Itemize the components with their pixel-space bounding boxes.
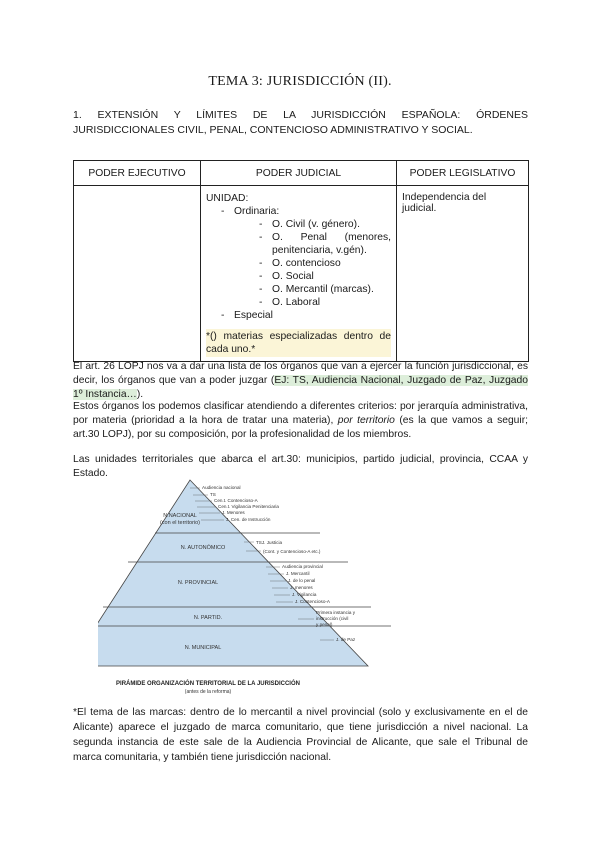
header-poder-legislativo: PODER LEGISLATIVO [397, 161, 529, 186]
level-provincial: N. PROVINCIAL [177, 580, 219, 586]
annotation-nacional: Cen.t. Contencioso-A [214, 498, 258, 503]
materias-note: *() materias especializadas dentro de cada uno.* [206, 331, 391, 355]
level-partido: N. PARTID. [193, 615, 223, 621]
section-heading: 1. EXTENSIÓN Y LÍMITES DE LA JURISDICCIÓN ESPAÑOLA: ÓRDENES JURISDICCIONALES CIVIL, PENAL, CONTENCIOSO ADMINISTRATIVO Y SOCIAL. [73, 109, 528, 136]
annotation-nacional: J. Cen. de Instrucción [226, 517, 271, 522]
annotation-autonomico: (Cont. y Contencioso-A etc.) [263, 549, 321, 554]
paragraph-criterios [73, 400, 528, 442]
paragraph-criterios-start: Estos órganos los podemos clasificar atendiendo a diferentes criterios: por jerarquía administrativa, por materia (prioridad a la hora de tratar una materia), [73, 401, 528, 426]
annotation-provincial: J. Mercantil [286, 571, 310, 576]
por-territorio-emphasis: por territorio [337, 415, 395, 426]
organs-example-highlight: EJ: TS, Audiencia Nacional, Juzgado de Paz, Juzgado 1º Instancia… [73, 375, 528, 400]
cell-legislativo [397, 186, 529, 362]
annotation-nacional: J. Menores [222, 510, 245, 515]
pyramid-subcaption: (antes de la reforma) [184, 689, 232, 695]
annotation-partido: instrucción (civil [316, 616, 349, 621]
annotation-partido: Primera instancia y [316, 610, 356, 615]
list-item: - O. Civil (v. género). [254, 218, 391, 231]
list-item: - O. Social [254, 270, 391, 283]
especial-item [216, 309, 391, 322]
paragraph-unidades: Las unidades territoriales que abarca el art.30: municipios, partido judicial, provincia, CCAA y Estado. [73, 454, 528, 479]
paragraph-art26 [73, 360, 528, 402]
paragraph-art26-end: ). [136, 389, 144, 400]
powers-table [73, 160, 529, 362]
especial-label: Especial [234, 310, 273, 321]
paragraph-marcas: *El tema de las marcas: dentro de lo mercantil a nivel provincial (solo y exclusivamente en el de Alicante) aparece el juzgado de marca comunitario, que tiene jurisdicción a nivel nacional. La segunda instancia de este sale de la Audiencia Provincial de Alicante, que sale el Tribunal de marca comunitaria, y también tiene jurisdicción nacional. [73, 707, 528, 763]
paragraph-art26-start: El art. 26 LOPJ nos va a dar una lista de los órganos que van a ejercer la función jurisdiccional, es decir, los órganos que van a poder juzgar ( [73, 361, 528, 386]
annotation-municipal: J. de Paz [336, 637, 356, 642]
annotation-nacional: TS [210, 492, 216, 497]
annotation-provincial: J. menores [290, 585, 313, 590]
cell-judicial [201, 186, 397, 362]
ordinaria-sublist [254, 218, 391, 309]
list-item: - O. Mercantil (marcas). [254, 283, 391, 296]
legislativo-text: Independencia del judicial. [402, 192, 487, 214]
table-header-row [74, 161, 529, 186]
paragraph-criterios-end: (es la que vamos a seguir; art.30 LOPJ), por su composición, por la profesionalidad de los miembros. [73, 415, 528, 440]
annotation-provincial: J. de lo penal [288, 578, 316, 583]
ordinaria-label: Ordinaria: [234, 206, 280, 217]
list-item: - O. contencioso [254, 257, 391, 270]
table-body-row [74, 186, 529, 362]
annotation-nacional: Cen.t. Vigilancia Penitenciaria [218, 504, 279, 509]
page-title: TEMA 3: JURISDICCIÓN (II). [208, 74, 392, 89]
cell-ejecutivo [74, 186, 201, 362]
annotation-provincial: J. Contencioso-A [295, 599, 330, 604]
annotation-provincial: Audiencia provincial [282, 564, 323, 569]
pyramid-caption: PIRÁMIDE ORGANIZACIÓN TERRITORIAL DE LA JURISDICCIÓN [116, 681, 300, 687]
header-poder-judicial: PODER JUDICIAL [201, 161, 397, 186]
level-autonomico: N. AUTONÓMICO [180, 545, 226, 551]
level-municipal: N. MUNICIPAL [184, 645, 222, 651]
annotation-partido: y penal) [316, 622, 333, 627]
unidad-label: UNIDAD: [206, 193, 249, 204]
annotation-provincial: J. Vigilancia [292, 592, 317, 597]
list-item: - O. Penal (menores, penitenciaria, v.gén). [254, 231, 391, 257]
level-nacional-sub: (con el territorio) [159, 520, 201, 526]
list-item: - O. Laboral [254, 296, 391, 309]
ordinaria-item [216, 205, 391, 218]
annotation-autonomico: TSJ. Justicia [256, 540, 283, 545]
level-nacional: N.NACIONAL [163, 513, 197, 519]
header-poder-ejecutivo: PODER EJECUTIVO [74, 161, 201, 186]
pyramid-diagram [98, 478, 438, 700]
annotation-nacional: Audiencia nacional [202, 485, 241, 490]
